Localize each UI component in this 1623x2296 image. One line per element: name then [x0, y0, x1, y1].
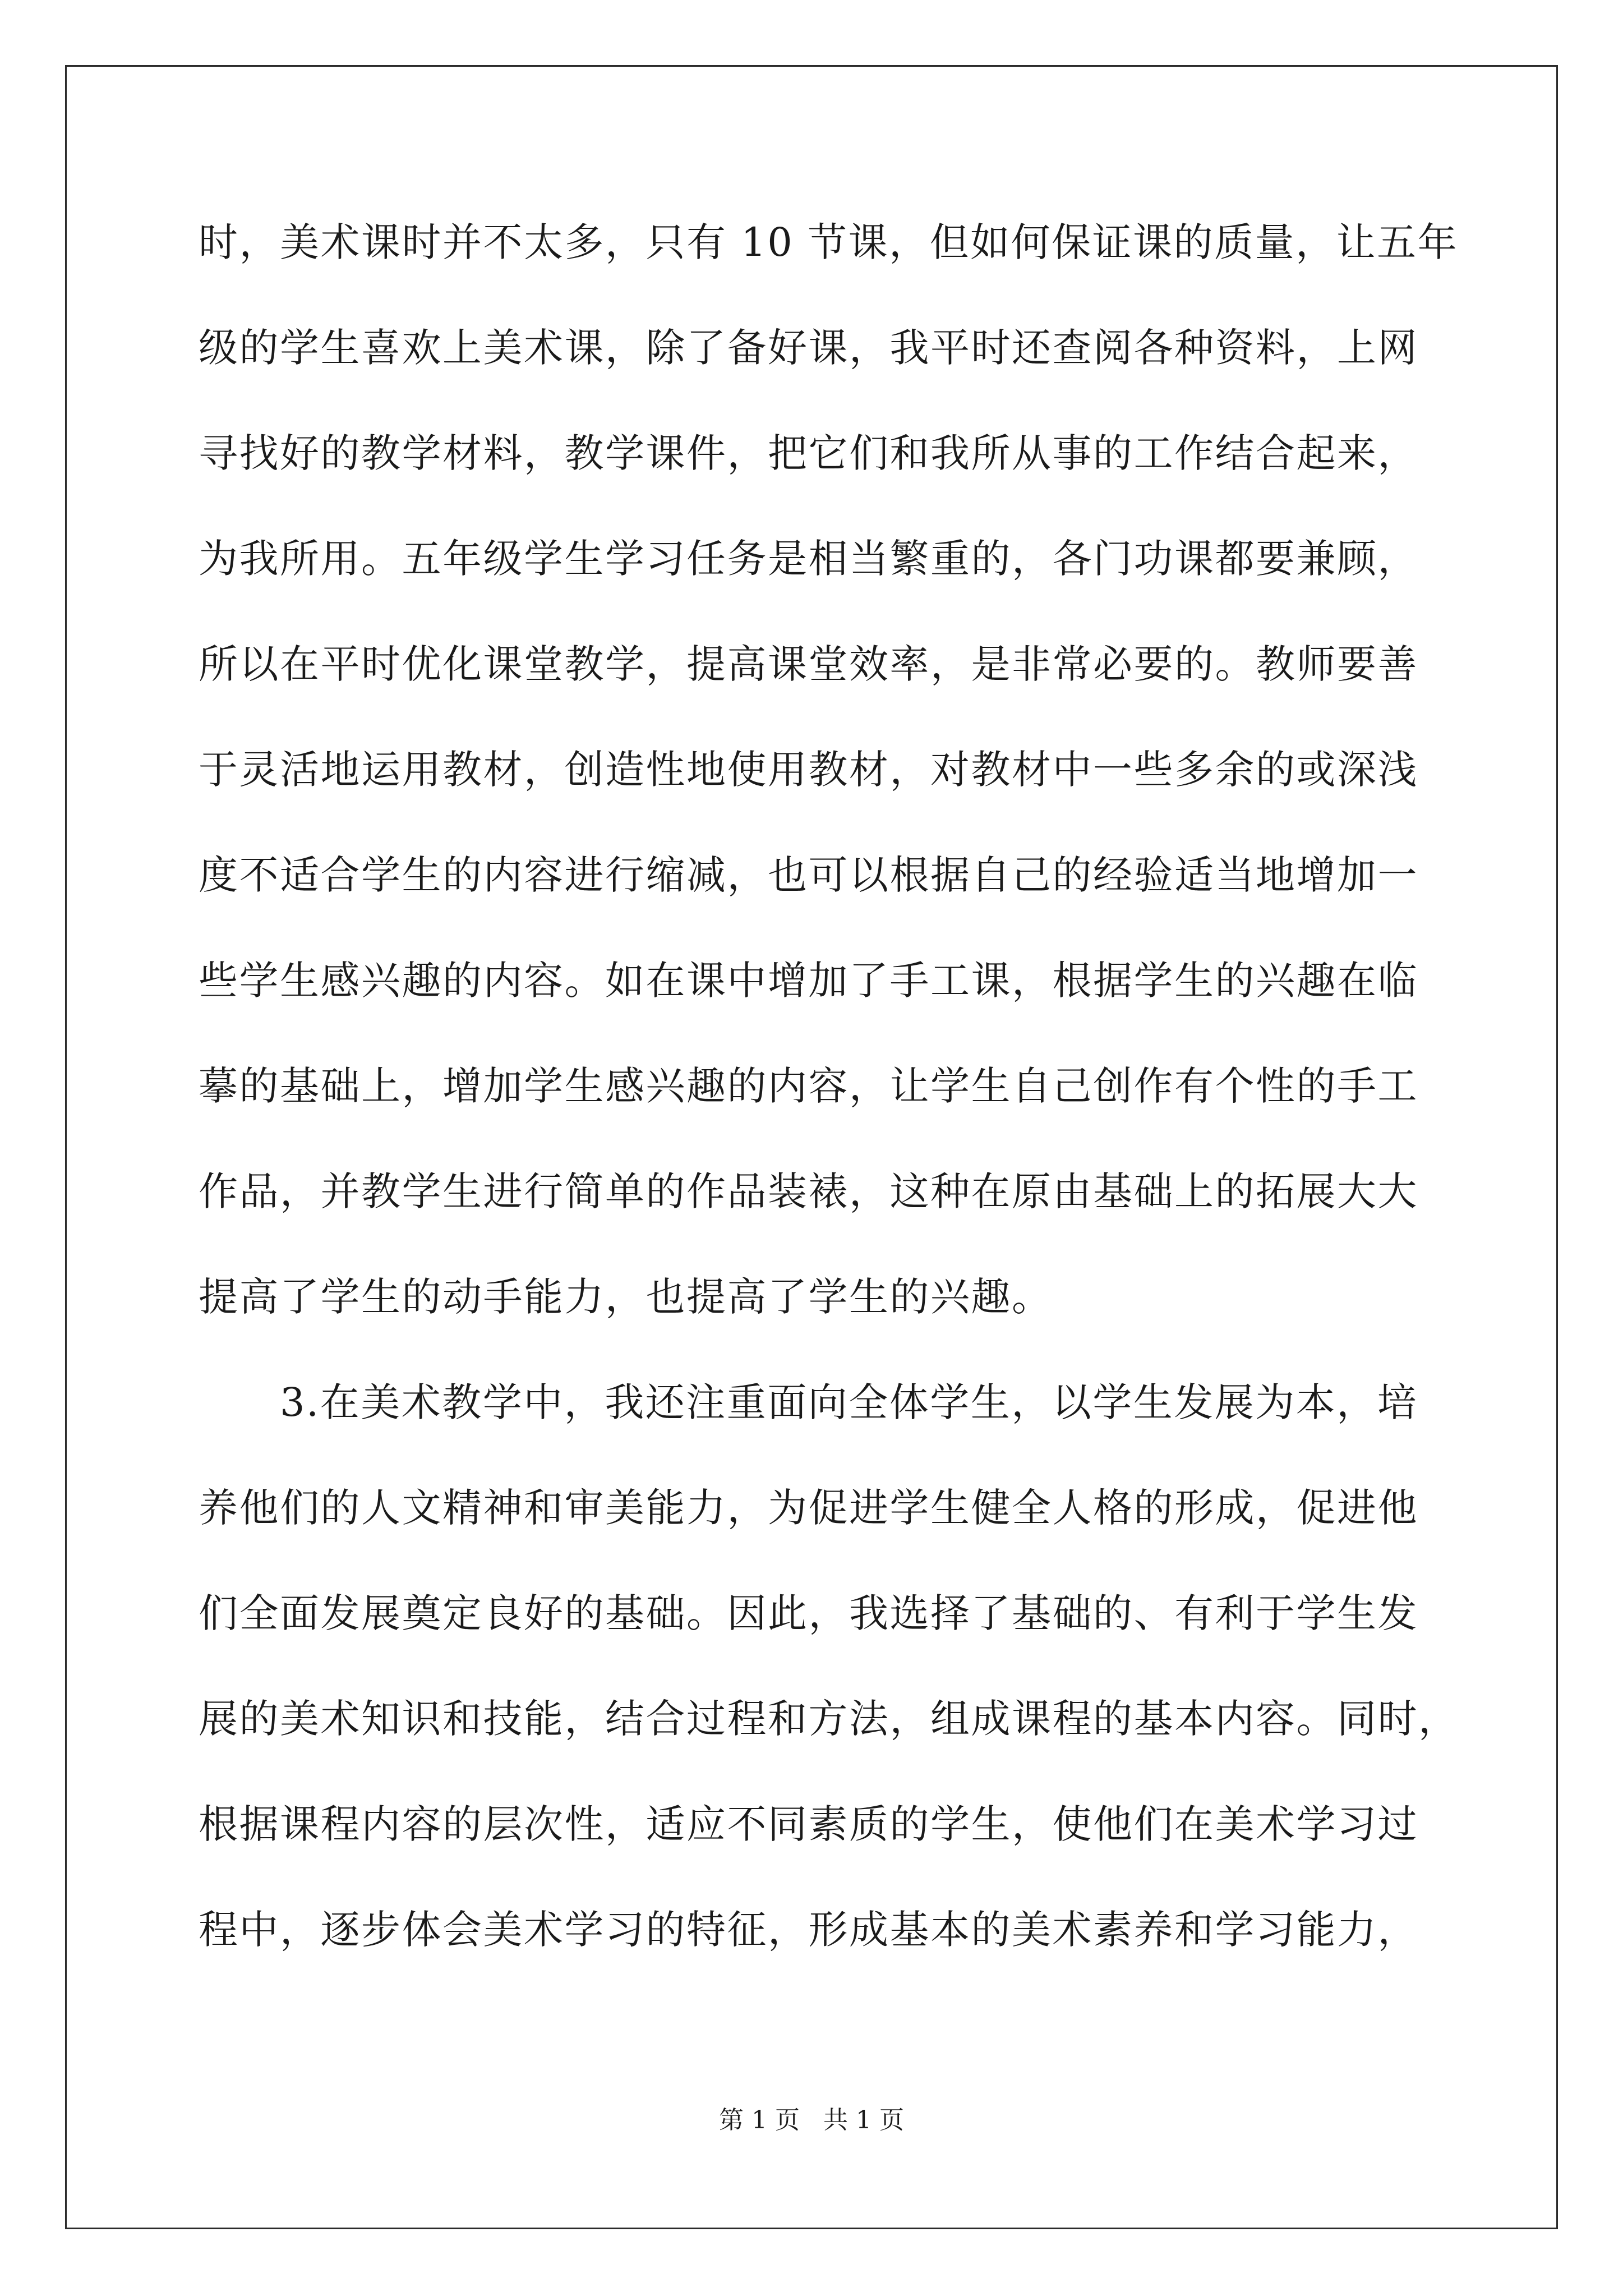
text-line: 展的美术知识和技能，结合过程和方法，组成课程的基本内容。同时， [199, 1696, 1459, 1742]
text-line: 寻找好的教学材料，教学课件，把它们和我所从事的工作结合起来， [199, 430, 1418, 476]
document-body [199, 215, 1459, 2008]
text-line: 养他们的人文精神和审美能力，为促进学生健全人格的形成，促进他 [199, 1485, 1418, 1531]
text-line: 摹的基础上，增加学生感兴趣的内容，让学生自己创作有个性的手工 [199, 1063, 1418, 1109]
text-line: 根据课程内容的层次性，适应不同素质的学生，使他们在美术学习过 [199, 1801, 1418, 1847]
text-line: 度不适合学生的内容进行缩减，也可以根据自己的经验适当地增加一 [199, 852, 1418, 898]
text-line: 时，美术课时并不太多，只有 10 节课，但如何保证课的质量，让五年 [199, 219, 1459, 265]
text-line: 作品，并教学生进行简单的作品装裱，这种在原由基础上的拓展大大 [199, 1168, 1418, 1214]
text-line: 为我所用。五年级学生学习任务是相当繁重的，各门功课都要兼顾， [199, 536, 1418, 582]
paragraph-3-line: 3.在美术教学中，我还注重面向全体学生，以学生发展为本，培 [199, 1379, 1418, 1425]
text-line: 于灵活地运用教材，创造性地使用教材，对教材中一些多余的或深浅 [199, 747, 1418, 793]
text-line: 所以在平时优化课堂教学，提高课堂效率，是非常必要的。教师要善 [199, 641, 1418, 687]
text-line: 提高了学生的动手能力，也提高了学生的兴趣。 [199, 1274, 1053, 1320]
text-line: 们全面发展奠定良好的基础。因此，我选择了基础的、有利于学生发 [199, 1590, 1418, 1636]
page-footer: 第 1 页 共 1 页 [719, 2106, 904, 2134]
text-line: 些学生感兴趣的内容。如在课中增加了手工课，根据学生的兴趣在临 [199, 958, 1418, 1004]
text-line: 级的学生喜欢上美术课，除了备好课，我平时还查阅各种资料，上网 [199, 325, 1418, 371]
text-line: 程中，逐步体会美术学习的特征，形成基本的美术素养和学习能力， [199, 1907, 1418, 1953]
